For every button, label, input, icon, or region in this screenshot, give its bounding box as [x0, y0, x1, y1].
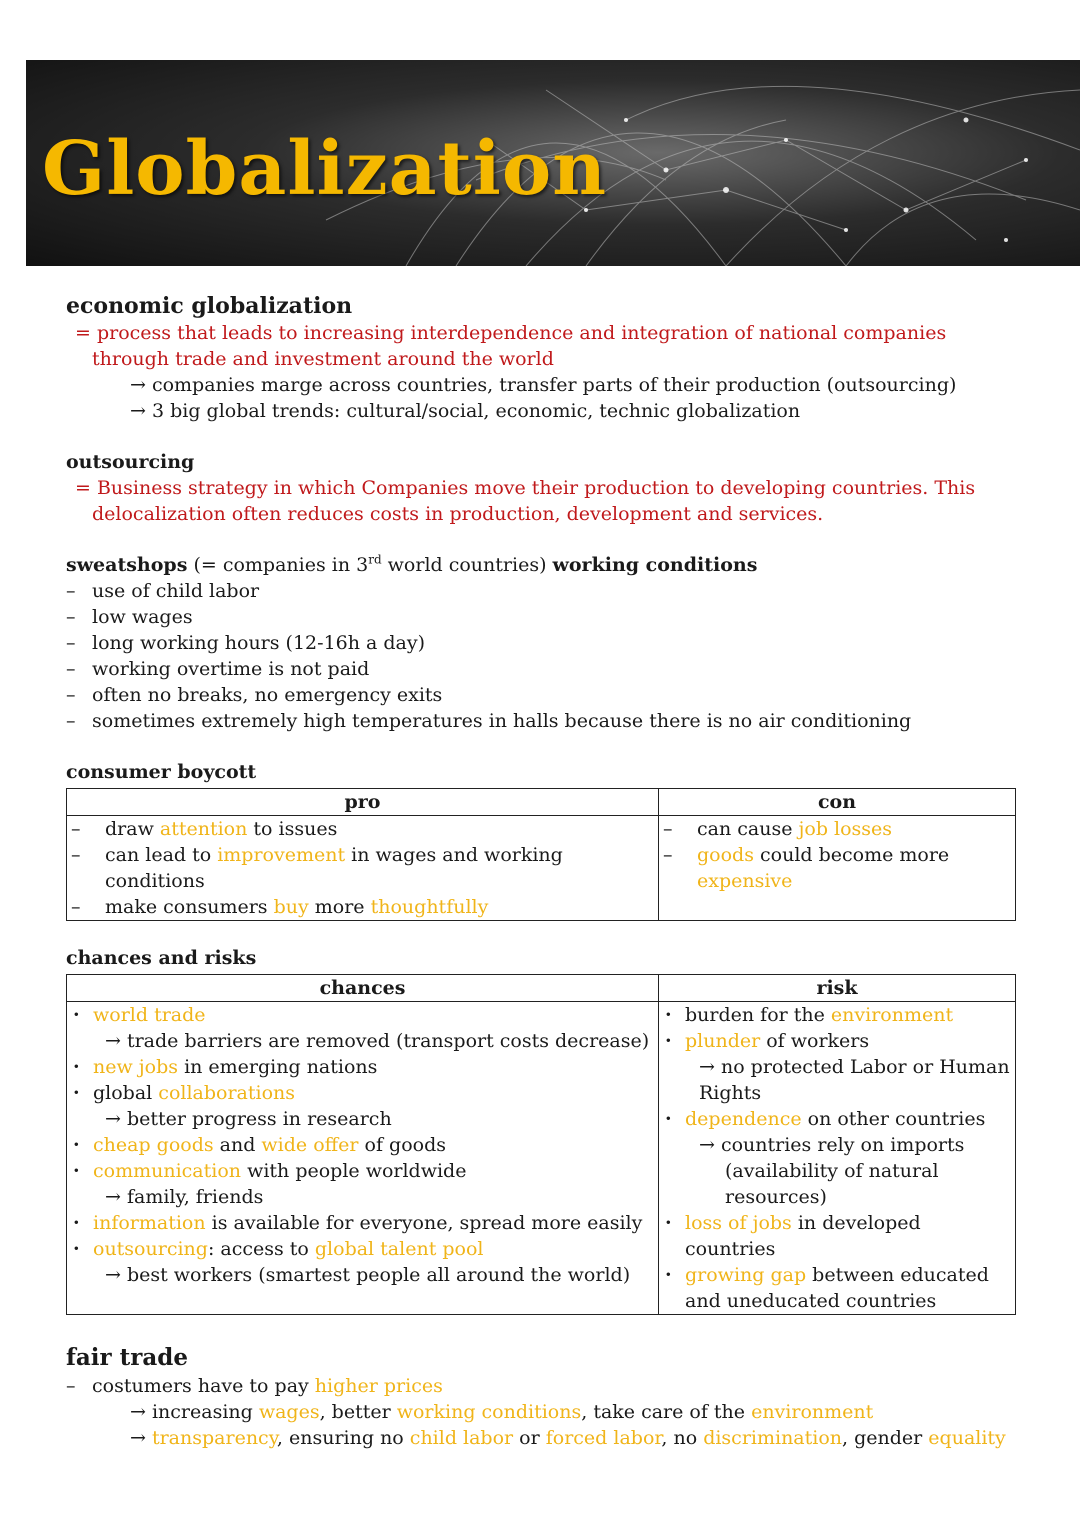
sub-point: resources) — [725, 1186, 827, 1208]
list-item: · burden for the environment — [659, 1002, 1015, 1028]
definition-text: = Business strategy in which Companies move their production to developing countries. This delocalization often reduces costs in production, development and services. — [75, 477, 976, 525]
section-fair-trade — [66, 1343, 1026, 1451]
list-item: – sometimes extremely high temperatures in halls because there is no air conditioning — [66, 708, 1026, 734]
list-item: – often no breaks, no emergency exits — [66, 682, 1026, 708]
list-item: · outsourcing: access to global talent pool — [67, 1236, 658, 1262]
sub-point: → countries rely on imports — [699, 1134, 965, 1156]
list-item: · dependence on other countries — [659, 1106, 1015, 1132]
notes-content — [66, 292, 1026, 1451]
list-item: – draw attention to issues — [67, 816, 658, 842]
list-item: · communication with people worldwide — [67, 1158, 658, 1184]
list-item: · new jobs in emerging nations — [67, 1054, 658, 1080]
risk-cell — [659, 1002, 1016, 1315]
list-item: – can lead to improvement in wages and working conditions — [67, 842, 658, 894]
section-outsourcing — [66, 449, 1026, 527]
sub-point: (availability of natural — [725, 1160, 939, 1182]
sub-point: Rights — [699, 1082, 762, 1104]
list-item: – long working hours (12-16h a day) — [66, 630, 1026, 656]
section-heading: economic globalization — [66, 293, 353, 319]
section-sweatshops — [66, 552, 1026, 734]
arrow-point: → 3 big global trends: cultural/social, economic, technic globalization — [130, 400, 801, 422]
pro-con-table — [66, 788, 1016, 921]
list-item: – make consumers buy more thoughtfully — [67, 894, 658, 920]
section-chances-and-risks — [66, 945, 1026, 1315]
list-item: · growing gap between educated and uneducated countries — [659, 1262, 1015, 1314]
list-item: · world trade — [67, 1002, 658, 1028]
working-conditions-list — [66, 578, 1026, 734]
sub-point: → best workers (smartest people all around the world) — [105, 1264, 631, 1286]
section-heading: chances and risks — [66, 947, 257, 969]
risk-header: risk — [659, 975, 1016, 1002]
chances-risks-table — [66, 974, 1016, 1315]
pro-header: pro — [67, 789, 659, 816]
list-item: · loss of jobs in developed countries — [659, 1210, 1015, 1262]
sub-point: → trade barriers are removed (transport costs decrease) — [105, 1030, 650, 1052]
chances-cell — [67, 1002, 659, 1315]
sub-point: → better progress in research — [105, 1108, 392, 1130]
list-item: – use of child labor — [66, 578, 1026, 604]
con-header: con — [659, 789, 1016, 816]
list-item: – working overtime is not paid — [66, 656, 1026, 682]
page-title: Globalization — [42, 126, 608, 212]
list-item: · plunder of workers — [659, 1028, 1015, 1054]
section-heading: outsourcing — [66, 451, 195, 473]
sub-point: → family, friends — [105, 1186, 264, 1208]
list-item: – goods could become more expensive — [659, 842, 1015, 894]
arrow-point: → transparency, ensuring no child labor or forced labor, no discrimination, gender equality — [130, 1427, 1006, 1449]
section-economic-globalization — [66, 292, 1026, 424]
pro-cell — [67, 816, 659, 921]
section-heading: fair trade — [66, 1344, 189, 1371]
chances-header: chances — [67, 975, 659, 1002]
sub-point: → no protected Labor or Human — [699, 1056, 1010, 1078]
arrow-point: → companies marge across countries, transfer parts of their production (outsourcing) — [130, 374, 957, 396]
list-item: – low wages — [66, 604, 1026, 630]
list-item: · information is available for everyone, spread more easily — [67, 1210, 658, 1236]
section-heading: sweatshops (= companies in 3rd world countries) working conditions — [66, 552, 758, 576]
list-item: · global collaborations — [67, 1080, 658, 1106]
title-banner — [26, 60, 1080, 266]
list-item: – can cause job losses — [659, 816, 1015, 842]
section-consumer-boycott — [66, 759, 1026, 921]
definition-text: = process that leads to increasing interdependence and integration of national companies through trade and investment around the world — [75, 322, 947, 370]
arrow-point: → increasing wages, better working conditions, take care of the environment — [130, 1401, 874, 1423]
list-item: – costumers have to pay higher prices — [66, 1373, 1026, 1399]
section-heading: consumer boycott — [66, 761, 257, 783]
list-item: · cheap goods and wide offer of goods — [67, 1132, 658, 1158]
con-cell — [659, 816, 1016, 921]
